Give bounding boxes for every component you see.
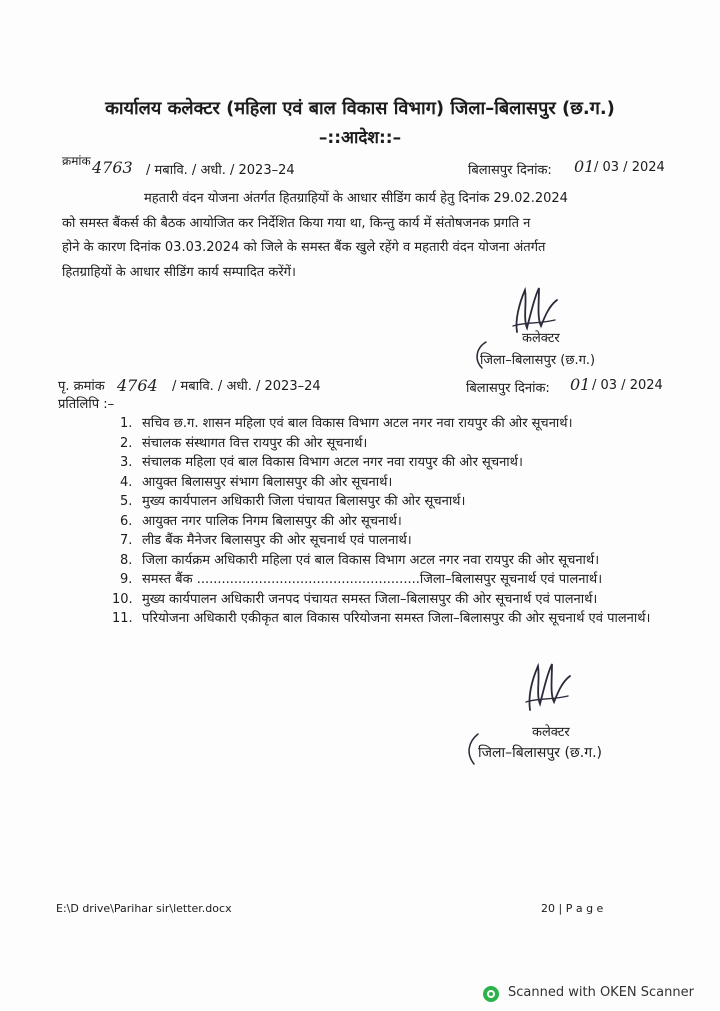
list-item-number: 3.	[120, 455, 133, 470]
list-item	[112, 609, 680, 629]
endorsement-date-day: 01	[570, 375, 591, 394]
endorsement-ref-number: 4764	[117, 376, 158, 395]
list-item-text: सचिव छ.ग. शासन महिला एवं बाल विकास विभाग अटल नगर नवा रायपुर की ओर सूचनार्थ।	[142, 416, 573, 431]
list-item-text: लीड बैंक मैनेजर बिलासपुर की ओर सूचनार्थ एवं पालनार्थ।	[142, 533, 412, 548]
list-item	[112, 590, 680, 610]
list-item-number: 7.	[120, 533, 133, 548]
list-item-number: 5.	[120, 494, 133, 509]
handwritten-signature-2	[520, 660, 576, 716]
list-item	[120, 414, 680, 434]
order-ref-suffix: / मबावि. / अधी. / 2023–24	[146, 163, 295, 178]
list-item-number: 1.	[120, 416, 133, 431]
order-date-day: 01	[574, 157, 595, 176]
list-item-text: मुख्य कार्यपालन अधिकारी जनपद पंचायत समस्त जिला–बिलासपुर की ओर सूचनार्थ एवं पालनार्थ।	[142, 591, 598, 607]
list-item	[120, 551, 680, 571]
list-item-text: आयुक्त नगर पालिक निगम बिलासपुर की ओर सूचनार्थ।	[142, 513, 402, 529]
oken-scanner-icon	[482, 985, 500, 1003]
list-item-text: संचालक संस्थागत वित्त रायपुर की ओर सूचनार्थ।	[142, 435, 368, 451]
order-body	[62, 187, 672, 285]
list-item-number: 10.	[112, 591, 133, 607]
order-date-label: बिलासपुर दिनांक:	[468, 163, 552, 178]
footer-page-number: 20 | P a g e	[541, 902, 604, 915]
copy-to-label: प्रतिलिपि :–	[58, 397, 115, 412]
signature-1-title: कलेक्टर	[522, 331, 560, 346]
endorsement-date-label: बिलासपुर दिनांक:	[466, 381, 550, 396]
copy-list	[112, 414, 680, 629]
list-item-text: आयुक्त बिलासपुर संभाग बिलासपुर की ओर सूचनार्थ।	[142, 474, 393, 490]
order-body-line: को समस्त बैंकर्स की बैठक आयोजित कर निर्देशित किया गया था, किन्तु कार्य में संतोषजनक प्रगति न	[62, 215, 531, 231]
scanner-watermark: Scanned with OKEN Scanner	[508, 985, 694, 1000]
list-item	[120, 453, 680, 473]
list-item	[120, 492, 680, 512]
signature-2-title: कलेक्टर	[532, 725, 570, 740]
list-item	[120, 570, 680, 590]
order-ref-number: 4763	[92, 158, 133, 177]
list-item	[120, 531, 680, 551]
list-item-number: 6.	[120, 513, 133, 529]
list-item	[120, 473, 680, 493]
office-heading: कार्यालय कलेक्टर (महिला एवं बाल विकास विभाग) जिला–बिलासपुर (छ.ग.)	[105, 98, 615, 119]
order-heading: –::आदेश::–	[318, 128, 402, 148]
list-item	[120, 512, 680, 532]
list-item-number: 2.	[120, 435, 133, 451]
footer-file-path: E:\D drive\Parihar sir\letter.docx	[56, 902, 232, 915]
list-item-number: 11.	[112, 611, 133, 626]
endorsement-date-rest: / 03 / 2024	[592, 378, 663, 393]
list-item-text: परियोजना अधिकारी एकीकृत बाल विकास परियोजना समस्त जिला–बिलासपुर की ओर सूचनार्थ एवं पालनार्थ।	[142, 611, 651, 626]
list-item	[120, 434, 680, 454]
list-item-number: 4.	[120, 474, 133, 490]
list-item-number: 9.	[120, 572, 133, 587]
list-item-text: मुख्य कार्यपालन अधिकारी जिला पंचायत बिलासपुर की ओर सूचनार्थ।	[142, 494, 466, 509]
order-body-line: हितग्राहियों के आधार सीडिंग कार्य सम्पादित करेंगें।	[62, 264, 296, 280]
list-item-text: समस्त बैंक ......................................................जिला–बिलासपुर सूचनार्थ एवं पालनार्थ।	[142, 572, 603, 587]
order-body-line: होने के कारण दिनांक 03.03.2024 को जिले के समस्त बैंक खुले रहेंगे व महतारी वंदन योजना अंतर्गत	[62, 240, 546, 255]
list-item-number: 8.	[120, 552, 133, 568]
signature-1-district: जिला–बिलासपुर (छ.ग.)	[480, 353, 596, 368]
signature-2-district: जिला–बिलासपुर (छ.ग.)	[478, 745, 602, 761]
endorsement-ref-suffix: / मबावि. / अधी. / 2023–24	[172, 379, 321, 394]
order-date-rest: / 03 / 2024	[594, 160, 665, 175]
order-ref-prefix: क्रमांक	[62, 154, 91, 168]
list-item-text: जिला कार्यक्रम अधिकारी महिला एवं बाल विकास विभाग अटल नगर नवा रायपुर की ओर सूचनार्थ।	[142, 552, 600, 568]
endorsement-ref-prefix: पृ. क्रमांक	[58, 379, 105, 394]
order-body-line: महतारी वंदन योजना अंतर्गत हितग्राहियों के आधार सीडिंग कार्य हेतु दिनांक 29.02.2024	[144, 191, 568, 206]
list-item-text: संचालक महिला एवं बाल विकास विभाग अटल नगर नवा रायपुर की ओर सूचनार्थ।	[142, 455, 523, 470]
